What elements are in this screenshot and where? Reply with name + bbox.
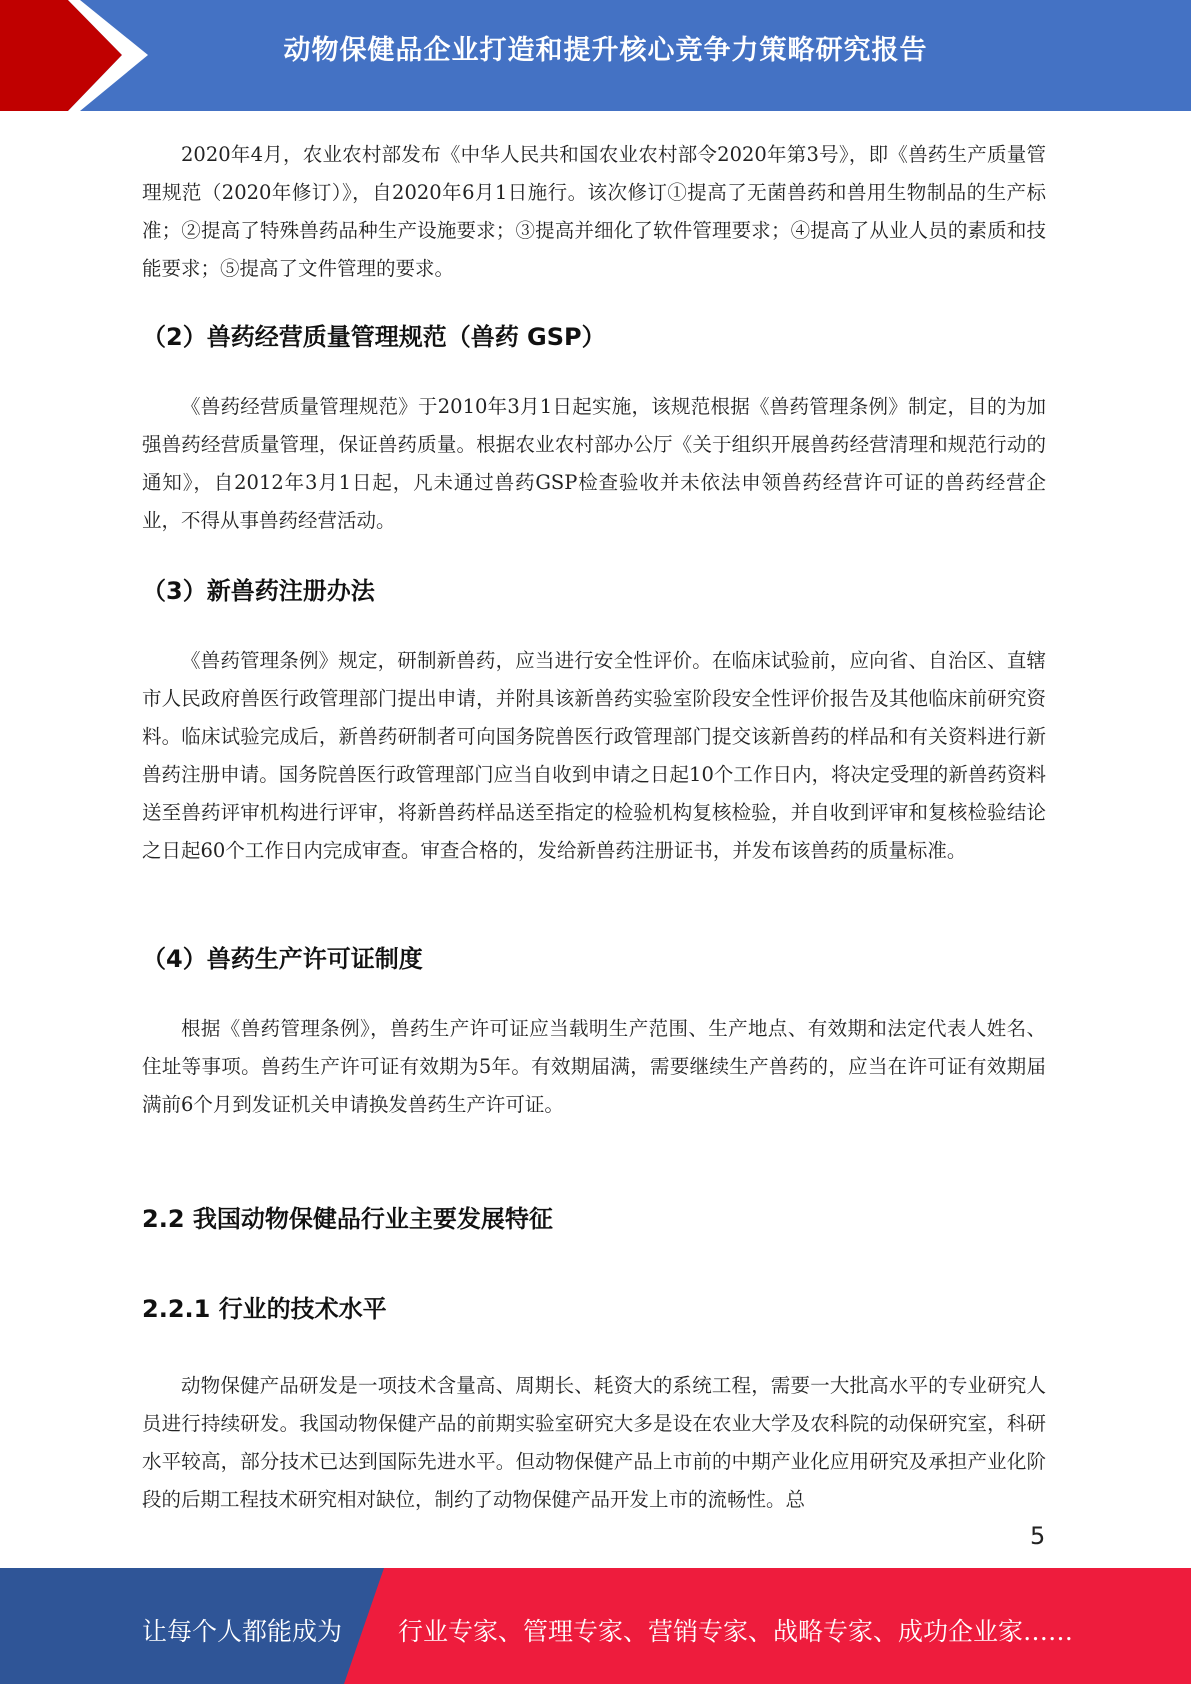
page-header <box>0 0 1191 111</box>
paragraph-gmp: 2020年4月，农业农村部发布《中华人民共和国农业农村部令2020年第3号》，即《兽药生产质量管理规范（2020年修订）》，自2020年6月1日施行。该次修订①提高了无菌兽药和兽用生物制品的生产标准；②提高了特殊兽药品种生产设施要求；③提高并细化了软件管理要求；④提高了从业人员的素质和技能要求；⑤提高了文件管理的要求。 <box>142 143 1046 280</box>
paragraph-tech-level: 动物保健产品研发是一项技术含量高、周期长、耗资大的系统工程，需要一大批高水平的专业研究人员进行持续研发。我国动物保健产品的前期实验室研究大多是设在农业大学及农科院的动保研究室，科研水平较高，部分技术已达到国际先进水平。但动物保健产品上市前的中期产业化应用研究及承担产业化阶段的后期工程技术研究相对缺位，制约了动物保健产品开发上市的流畅性。总 <box>142 1374 1046 1511</box>
heading-section-2-2-1: 2.2.1 行业的技术水平 <box>142 1295 387 1323</box>
footer-slogan-right: 行业专家、管理专家、营销专家、战略专家、成功企业家…… <box>398 1617 1074 1646</box>
paragraph-license: 根据《兽药管理条例》，兽药生产许可证应当载明生产范围、生产地点、有效期和法定代表人姓名、住址等事项。兽药生产许可证有效期为5年。有效期届满，需要继续生产兽药的，应当在许可证有效期届满前6个月到发证机关申请换发兽药生产许可证。 <box>142 1017 1046 1116</box>
paragraph-registration: 《兽药管理条例》规定，研制新兽药，应当进行安全性评价。在临床试验前，应向省、自治区、直辖市人民政府兽医行政管理部门提出申请，并附具该新兽药实验室阶段安全性评价报告及其他临床前研究资料。临床试验完成后，新兽药研制者可向国务院兽医行政管理部门提交该新兽药的样品和有关资料进行新兽药注册申请。国务院兽医行政管理部门应当自收到申请之日起10个工作日内，将决定受理的新兽药资料送至兽药评审机构进行评审，将新兽药样品送至指定的检验机构复核检验，并自收到评审和复核检验结论之日起60个工作日内完成审查。审查合格的，发给新兽药注册证书，并发布该兽药的质量标准。 <box>142 649 1046 862</box>
heading-license: （4）兽药生产许可证制度 <box>142 945 423 973</box>
footer-slogan-left: 让每个人都能成为 <box>142 1617 343 1646</box>
header-title: 动物保健品企业打造和提升核心竞争力策略研究报告 <box>283 35 928 66</box>
page-footer <box>0 1568 1191 1684</box>
heading-registration: （3）新兽药注册办法 <box>142 577 375 605</box>
heading-gsp: （2）兽药经营质量管理规范（兽药 GSP） <box>142 323 606 351</box>
heading-section-2-2: 2.2 我国动物保健品行业主要发展特征 <box>142 1205 553 1233</box>
paragraph-gsp: 《兽药经营质量管理规范》于2010年3月1日起实施，该规范根据《兽药管理条例》制定，目的为加强兽药经营质量管理，保证兽药质量。根据农业农村部办公厅《关于组织开展兽药经营清理和规范行动的通知》，自2012年3月1日起，凡未通过兽药GSP检查验收并未依法申领兽药经营许可证的兽药经营企业，不得从事兽药经营活动。 <box>142 395 1046 532</box>
page-number: 5 <box>1030 1522 1046 1550</box>
